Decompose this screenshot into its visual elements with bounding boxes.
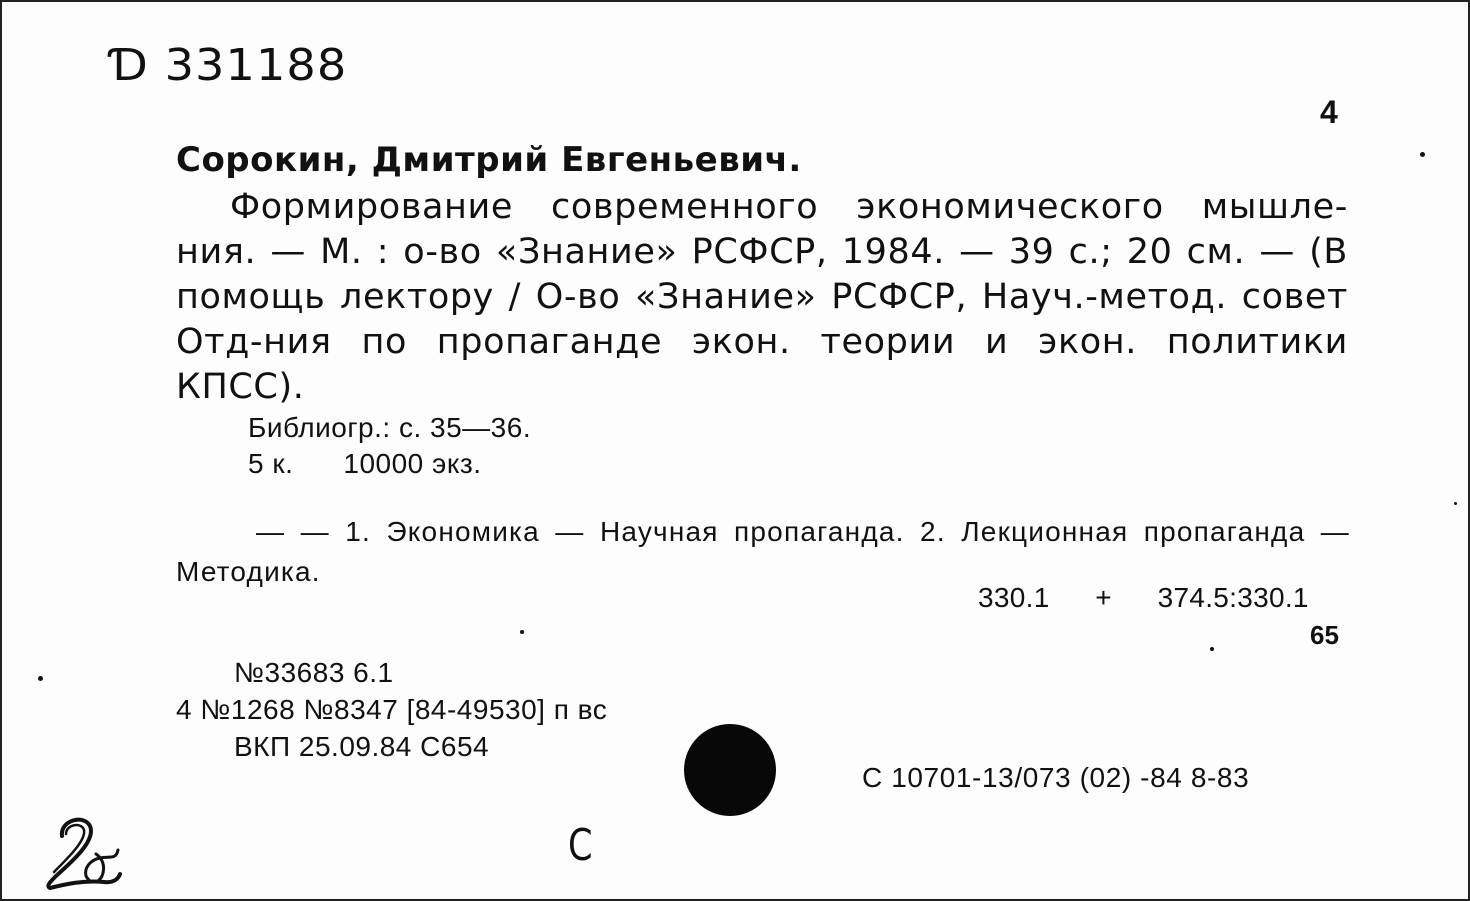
author-mark: 65	[1310, 620, 1339, 650]
tech-line-1	[176, 654, 607, 691]
tech-line-3	[176, 728, 607, 765]
ink-speck	[1210, 647, 1214, 651]
tech-line-3-text: ВКП 25.09.84 С654	[234, 731, 490, 762]
tech-line-1-text: №33683 6.1	[234, 657, 394, 688]
technical-info	[176, 654, 607, 765]
corner-letter: С	[568, 820, 593, 871]
punch-hole	[684, 724, 776, 816]
ink-speck	[1454, 502, 1457, 505]
catalog-code: С 10701-13/073 (02) -84 8-83	[862, 762, 1250, 793]
bibliographic-description	[176, 185, 1348, 410]
classification-right: 374.5:330.1	[1157, 582, 1309, 613]
price: 5 к.	[248, 448, 294, 479]
print-run: 10000 экз.	[343, 448, 482, 479]
bibliography-note: Библиогр.: с. 35—36.	[248, 412, 532, 443]
ink-speck	[1420, 152, 1425, 157]
shelf-mark: Ɗ 331188	[110, 40, 348, 91]
classification-index	[978, 582, 1309, 614]
card-number: 4	[1320, 94, 1338, 130]
classification-plus: +	[1095, 582, 1112, 613]
ink-speck	[520, 630, 524, 634]
ink-speck	[38, 676, 43, 681]
author-heading: Сорокин, Дмитрий Евгеньевич.	[176, 140, 802, 180]
handwritten-mark-icon	[40, 810, 124, 892]
subjects-text: — — 1. Экономика — Научная пропаганда. 2. Лекционная пропаганда — Методика.	[176, 516, 1350, 587]
price-line	[248, 446, 531, 482]
notes-block	[248, 410, 531, 482]
subject-headings	[176, 512, 1350, 592]
tech-line-2: 4 №1268 №8347 [84-49530] п вс	[176, 694, 608, 725]
description-first-line: Формирование современного экономического мышле-	[230, 187, 1348, 227]
classification-left: 330.1	[978, 582, 1050, 613]
description-rest: ния. — М. : о-во «Знание» РСФСР, 1984. — 39 с.; 20 см. — (В помощь лектору / О-во «Знание» РСФСР, Науч.-метод. совет Отд-ния по пропаганде экон. теории и экон. политики КПСС).	[176, 232, 1348, 407]
